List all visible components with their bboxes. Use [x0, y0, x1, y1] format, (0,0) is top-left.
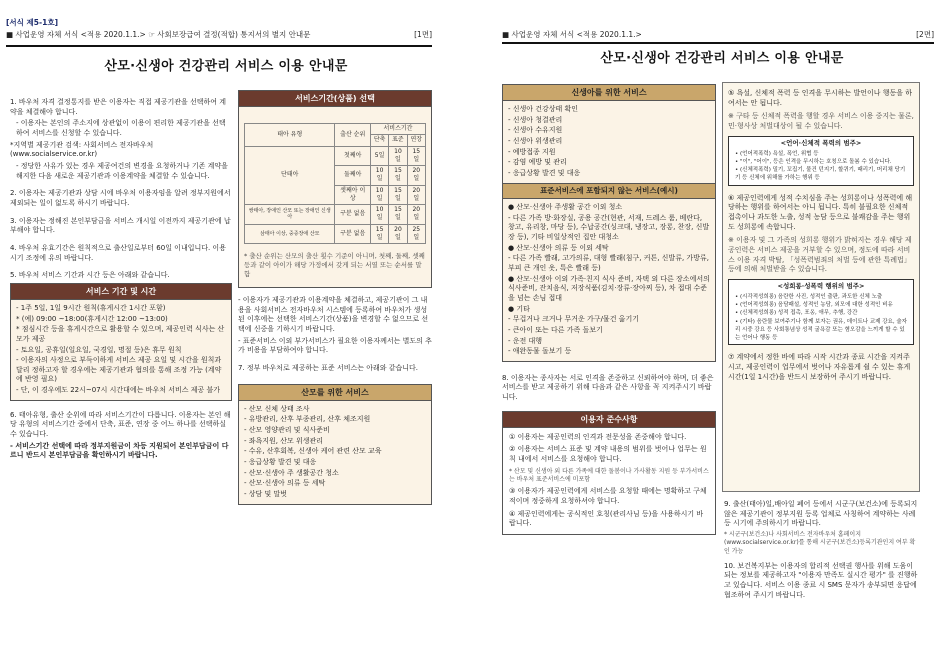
list-item: - 토요일, 공휴일(일요일, 국경일, 명절 등)은 휴무 원칙: [16, 345, 182, 354]
table-cell: 25일: [407, 224, 425, 244]
right-para-1: - 이용자가 제공기관과 이용계약을 체결하고, 제공기관이 그 내용을 사회서비스 전자바우처 시스템에 등록하여 바우처가 생성된 이후에는 선택한 서비스기간(상품)을 변경할 수 없으므로 선택에 신중을 기하시기 바랍니다.: [238, 296, 429, 334]
table-cell: 5일: [370, 146, 388, 166]
user-obligation-title: 이용자 준수사항: [503, 412, 715, 428]
list-item: - 이용자의 사정으로 부득이하게 서비스 제공 요일 및 시간을 원칙과 달리 정하고자 할 경우에는 제공기관과 협의를 통해 조정 가능 (계약에 반영 필요): [16, 356, 222, 384]
para-1: 1. 바우처 자격 결정통지를 받은 이용자는 직접 제공기관을 선택하여 계약을 체결해야 합니다.: [10, 98, 227, 116]
para-4: 4. 바우처 유효기간은 원칙적으로 출산일로부터 60일 이내입니다. 이용 시기 조정에 유의 바랍니다.: [10, 243, 226, 262]
mother-service-title: 산모를 위한 서비스: [239, 385, 431, 401]
list-item: * 산모 및 신생아 외 다른 가족에 대한 돌봄이나 가사활동 지원 등 부가서비스는 바우처 표준서비스에 미포함: [509, 467, 709, 484]
list-item: - 무겁거나 크거나 무거운 가구/물건 옮기기: [508, 315, 639, 324]
table-cell: 10일: [370, 185, 388, 205]
list-item: - 산모 신체 상태 조사: [244, 404, 310, 413]
user-obligation-box: [502, 411, 716, 535]
mother-service-box: [238, 384, 432, 505]
form-tag: [서식 제5-1호]: [6, 18, 58, 27]
table-cell: 둘째아: [335, 166, 370, 186]
list-item: • "이", "어이", 등은 인격을 무시하는 호칭으로 돌봄 수 있습니다.: [735, 158, 892, 165]
table-cell: 10일: [370, 166, 388, 186]
list-item: - 응급상황 발견 및 대응: [244, 458, 317, 467]
list-item: ● 산모·신생아 의류 등 이외 세탁: [508, 243, 609, 252]
para-1-search: *지역별 제공기관 검색: 사회서비스 전자바우처 (www.socialservice.or.kr): [10, 140, 154, 159]
list-item: - 1주 5일, 1일 9시간 원칙(휴게시간 1시간 포함): [16, 303, 166, 312]
page-1: [0, 0, 452, 669]
table-header-cell: 연장: [407, 135, 425, 146]
list-item: - 좌욕지원, 산모 위생관리: [244, 436, 324, 445]
table-cell: 20일: [407, 185, 425, 205]
para-5: 5. 바우처 서비스 기간과 시간 등은 아래와 같습니다.: [10, 271, 170, 280]
service-time-box: [10, 283, 232, 401]
period-select-title: 서비스기간(상품) 선택: [239, 91, 431, 107]
table-row: [245, 205, 426, 225]
list-item: - 다른 가족 빨래, 고가의류, 대형 빨래(침구, 커튼, 신발류, 가방류, 부피 큰 개인 옷, 특은 빨래 등): [508, 254, 709, 272]
left-column: [10, 98, 232, 658]
header-text: ■ 사업운영 자체 서식 <적용 2020.1.1.> ☞ 사회보장급여 결정(적합) 통지서의 별지 안내문: [6, 30, 311, 39]
page-title: 산모·신생아 건강관리 서비스 이용 안내문: [104, 59, 348, 74]
para-9-note: * 시군구(보건소)나 사회서비스 전자바우처 홈페이지 (www.socialservice.or.kr)를 통해 시군구(보건소)등록기관인지 여부 확인 가능: [724, 530, 916, 555]
baby-service-box: [502, 84, 716, 362]
page-2: [484, 0, 936, 669]
table-cell: 셋째아 이상: [335, 185, 370, 205]
baby-service-list: [503, 101, 715, 183]
list-item: • (신체적폭력) 밀기, 꼬집기, 물건 던지기, 할퀴기, 때리기, 머리채 당기기 등 신체에 위해를 가하는 행위 등: [735, 167, 906, 182]
page-title: 산모·신생아 건강관리 서비스 이용 안내문: [600, 51, 844, 66]
table-cell: 쌍태아, 장애인 산모 또는 장애인 신생아: [245, 205, 335, 225]
para-1-sub: - 이용자는 본인의 주소지에 상관없이 이용이 편리한 제공기관을 선택하여 서비스를 신청할 수 있습니다.: [16, 119, 226, 137]
table-cell: 구분 없음: [335, 224, 370, 244]
period-note: * 출산 순위는 산모의 출산 횟수 기준이 아니며, 첫째, 둘째, 셋째 등과 같이 아이가 해당 가정에서 갖게 되는 서열 또는 순서를 말함: [244, 252, 425, 279]
right-column: [238, 88, 432, 658]
para-6: 6. 태아유형, 출산 순위에 따라 서비스기간이 다릅니다. 이용자는 본인 해당 유형의 서비스기간 중에서 단축, 표준, 연장 중 어느 하나를 선택하실 수 있습니다.: [10, 410, 231, 439]
rule-5: ⑤ 욕설, 신체적 폭력 등 인격을 무시하는 발언이나 행동을 하여서는 안 됩니다.: [728, 89, 913, 107]
rule-5-note: ※ 구타 등 신체적 폭력을 행할 경우 서비스 이용 중지는 물론, 민·형사상 처벌대상이 될 수 있습니다.: [728, 112, 914, 130]
page-number: [2면]: [916, 30, 934, 39]
frame-list: [729, 148, 913, 185]
list-item: ● 산모·신생아 이외 가족·친지 식사 준비, 자택 외 다른 장소에서의 식사준비, 잔치음식, 저장식품(김치·장류·장아찌 등), 차 접대 수준을 넘는 손님 접대: [508, 274, 710, 302]
table-cell: 10일: [370, 205, 388, 225]
list-item: - 유방관리, 산후 부종관리, 산후 체조지원: [244, 415, 371, 424]
table-row: [245, 146, 426, 166]
list-item: • (언어적폭력) 욕설, 폭언, 위협 등: [735, 150, 819, 157]
sexual-harassment-frame: [728, 279, 914, 345]
para-3: 3. 이용자는 정해진 본인부담금을 서비스 개시일 이전까지 제공기관에 납부해야 합니다.: [10, 216, 231, 235]
period-table-wrap: [239, 107, 431, 287]
list-item: * (예) 09:00 ~18:00(휴게시간 12:00 ~13:00): [16, 314, 168, 323]
left-column: [502, 82, 716, 662]
list-item: - 산모·신생아 의류 등 세탁: [244, 479, 326, 488]
para-6-note: - 서비스기간 선택에 따라 정부지원금이 차등 지원되어 본인부담금이 다르니 반드시 본인부담금을 확인하시기 바랍니다.: [10, 441, 229, 460]
frame-list: [729, 291, 913, 345]
verbal-physical-violence-frame: [728, 136, 914, 186]
table-cell: 10일: [389, 146, 407, 166]
table-cell: 15일: [389, 205, 407, 225]
page-1-header: [6, 18, 432, 44]
para-10: 10. 보건복지부는 이용자의 합리적 선택권 행사를 위해 도움이 되는 정보를 제공하고자 "이용자 만족도 실시간 평가" 를 진행하고 있습니다. 서비스 이용 종료 시 SMS 문자가 송부되면 응답에 협조하여 주시기 바랍니다.: [724, 561, 918, 599]
table-header-cell: 단축: [370, 135, 388, 146]
rule-6-note: ※ 이용자 및 그 가족의 성희롱 행위가 밝혀지는 경우 해당 제공인력은 서비스 제공을 거부할 수 있으며, 정도에 따라 서비스 이용 자격 박탈, 「성폭력범죄의 처벌 등에 관한 특례법」 등에 의해 처벌받을 수 있습니다.: [728, 236, 912, 274]
list-item: - 상담 및 말벗: [244, 490, 288, 498]
frame-title: <언어·신체적 폭력의 범주>: [780, 138, 862, 147]
header-text: ■ 사업운영 자체 서식 <적용 2020.1.1.>: [502, 30, 642, 39]
period-table: [244, 123, 426, 244]
list-item: • (언어적성희롱) 음담패설, 성적인 농담, 외모에 대한 성적인 비유: [735, 302, 893, 309]
mother-service-list: [239, 401, 431, 504]
table-cell: 15일: [389, 166, 407, 186]
list-item: - 산모·신생아 주 생활공간 청소: [244, 468, 339, 477]
table-cell: 15일: [370, 224, 388, 244]
list-item: * 점심시간 등을 휴게시간으로 활용할 수 있으며, 제공인력 식사는 산모가 제공: [16, 325, 225, 343]
table-row: [245, 224, 426, 244]
list-item: • (기타) 음란물 보여주기나 함께 보자는 권유, 데이트나 교제 강요, 술자리 시중 강요 등 사회통념상 성적 굴욕감 또는 혐오감을 느끼게 할 수 있는 언어나 행동 등: [735, 318, 907, 342]
header-rule: [6, 45, 432, 47]
service-time-list: [11, 300, 231, 400]
table-cell: 20일: [407, 166, 425, 186]
list-item: - 산모 영양관리 및 식사준비: [244, 426, 330, 435]
service-time-title: 서비스 기간 및 시간: [11, 284, 231, 300]
table-cell: 20일: [407, 205, 425, 225]
para-9: 9. 출산(태아)일,배아일 폐어 등에서 시군구(보건소)에 등록되지 않은 제공기관이 정부지원 등록 업체로 사칭하여 계약하는 사례 등 시기에 주의하시기 바랍니다.: [724, 500, 918, 528]
right-para-2: - 표준서비스 이외 부가서비스가 필요한 이용자께서는 별도의 추가 비용을 부담하여야 합니다.: [238, 336, 432, 355]
list-item: - 신생아 청결관리: [508, 115, 563, 124]
list-item: - 다른 가족 방·화장실, 공용 공간(현관, 서재, 드레스 룸, 베란다, 창고, 유리창, 마당 등), 수납공간(싱크대, 냉장고, 장롱, 찬장, 신발장 등), 기타 비일상적인 집안 대청소: [508, 213, 710, 241]
table-header-cell: 출산 순위: [335, 124, 370, 147]
list-item: ② 이용자는 서비스 표준 및 계약 내용의 범위를 벗어나 업무는 원칙 내에서 서비스를 요청해야 합니다.: [509, 445, 707, 464]
list-item: ④ 제공인력에게는 공식적인 호칭(관리사님 등)을 사용하시기 바랍니다.: [509, 509, 704, 528]
list-item: - 응급상황 발견 및 대응: [508, 168, 581, 177]
list-item: - 큰아이 또는 다른 가족 돌보기: [508, 325, 603, 334]
list-item: - 신생아 건강상태 확인: [508, 105, 579, 114]
table-cell: 첫째아: [335, 146, 370, 166]
list-item: - 감염 예방 및 관리: [508, 158, 567, 167]
excluded-service-list: [503, 199, 715, 361]
table-cell: 구분 없음: [335, 205, 370, 225]
table-cell: 15일: [407, 146, 425, 166]
list-item: • (시각적성희롱) 음란한 사진, 성적인 출판, 과도한 신체 노출: [735, 293, 883, 300]
list-item: • (신체적성희롱) 성적 접촉, 포옹, 애무, 추행, 강간: [735, 310, 858, 317]
user-obligation-list: [503, 428, 715, 534]
table-cell: 단태아: [245, 146, 335, 205]
baby-service-title: 신생아를 위한 서비스: [503, 85, 715, 101]
table-cell: 삼태아 이상, 중증장애 산모: [245, 224, 335, 244]
rule-6: ⑥ 제공인력에게 성적 수치심을 주는 성희롱이나 성폭력에 해당하는 행위를 하여서는 아니 됩니다. 특히 불필요한 신체적 접촉이나 과도한 노출, 성적 농담 등으로 불쾌감을 주는 행위도 성희롱에 속합니다.: [728, 193, 913, 231]
list-item: ① 이용자는 제공인력의 인격과 전문성을 존중해야 합니다.: [509, 432, 687, 441]
table-cell: 20일: [389, 224, 407, 244]
excluded-service-title: 표준서비스에 포함되지 않는 서비스(예시): [503, 183, 715, 199]
right-column-bottom: [724, 500, 920, 660]
table-header-cell: 표준: [389, 135, 407, 146]
table-header-cell: 서비스기간: [370, 124, 425, 135]
page-number: [1면]: [414, 30, 432, 39]
table-cell: 15일: [389, 185, 407, 205]
list-item: ● 산모·신생아 주생활 공간 이외 청소: [508, 202, 623, 211]
list-item: - 신생아 수유지원: [508, 126, 563, 135]
right-column-box: [722, 82, 920, 492]
list-item: - 운전 대행: [508, 336, 543, 345]
list-item: ③ 이용자가 제공인력에게 서비스를 요청할 때에는 명확하고 구체적이며 정중하게 요청하셔야 합니다.: [509, 487, 707, 505]
frame-title: <성희롱·성폭력 행위의 범주>: [777, 281, 865, 290]
list-item: - 신생아 위생관리: [508, 137, 563, 145]
para-8: 8. 이용자는 종사자는 서로 인격을 존중하고 신뢰하여야 하며, 더 좋은 서비스를 받고 제공하기 위해 다음과 같은 사항을 꼭 지켜주시기 바랍니다.: [502, 373, 714, 402]
header-rule: [502, 42, 934, 44]
para-2: 2. 이용자는 제공기관과 상담 시에 바우처 이용자임을 알려 정부지원에서 제외되는 일이 없도록 하시기 바랍니다.: [10, 189, 231, 207]
period-select-box: [238, 90, 432, 288]
list-item: ● 기타: [508, 304, 530, 313]
list-item: - 예방접종 지원: [508, 147, 556, 156]
table-header-cell: 태아 유형: [245, 124, 335, 147]
para-7: 7. 정부 바우처로 제공하는 표준 서비스는 아래와 같습니다.: [238, 364, 419, 373]
list-item: - 단, 이 경우에도 22시~07시 시간대에는 바우처 서비스 제공 불가: [16, 386, 220, 395]
list-item: - 애완동물 돌보기 등: [508, 347, 572, 356]
para-1-change: - 정당한 사유가 있는 경우 제공여건의 변경을 요청하거나 기존 계약을 해지한 다음 새로운 제공기관과 이용계약을 체결할 수 있습니다.: [16, 161, 228, 180]
list-item: - 수유, 산후회복, 신생아 케어 관련 산모 교육: [244, 447, 382, 456]
rule-7: ⑦ 계약에서 정한 바에 따라 시작 시간과 종료 시간을 지켜주시고, 제공인력이 업무에서 벗어나 자유롭게 쉴 수 있는 휴게시간(1일 1시간)을 반드시 보장하여 주시기 바랍니다.: [728, 353, 911, 381]
